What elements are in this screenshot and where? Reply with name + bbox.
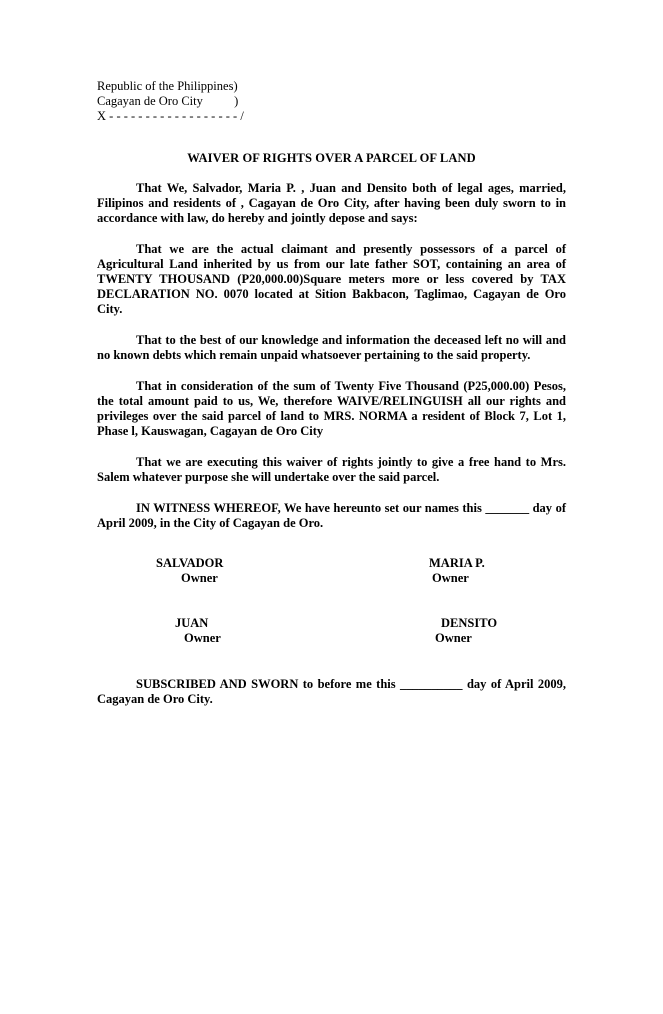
signatory-role-salvador: Owner (181, 571, 218, 585)
paragraph-parties: That We, Salvador, Maria P. , Juan and Densito both of legal ages, married, Filipinos and residents of , Cagayan de Oro City, after having been duly sworn to in accordance with law, do hereby and jointly depose and says: (97, 181, 566, 225)
header-country: Republic of the Philippines) (97, 79, 238, 93)
signatory-name-juan: JUAN (175, 616, 209, 630)
header-separator: X - - - - - - - - - - - - - - - - - - / (97, 109, 244, 123)
paragraph-consideration: That in consideration of the sum of Twenty Five Thousand (P25,000.00) Pesos, the total amount paid to us, We, therefore WAIVE/RELINGUISH all our rights and privileges over the said parcel of land to MRS. NORMA a resident of Block 7, Lot 1, Phase l, Kauswagan, Cagayan de Oro City (97, 379, 566, 438)
document-header (97, 79, 244, 124)
header-city: Cagayan de Oro City ) (97, 94, 239, 108)
paragraph-witness: IN WITNESS WHEREOF, We have hereunto set our names this _______ day of April 2009, in the City of Cagayan de Oro. (97, 501, 566, 530)
signatory-name-salvador: SALVADOR (156, 556, 224, 570)
paragraph-property: That we are the actual claimant and presently possessors of a parcel of Agricultural Land inherited by us from our late father SOT, containing an area of TWENTY THOUSAND (P20,000.00)Square meters more or less covered by TAX DECLARATION NO. 0070 located at Sition Bakbacon, Taglimao, Cagayan de Oro City. (97, 242, 566, 316)
jurat-paragraph: SUBSCRIBED AND SWORN to before me this __________ day of April 2009, Cagayan de Oro City. (97, 677, 566, 706)
paragraph-purpose: That we are executing this waiver of rights jointly to give a free hand to Mrs. Salem whatever purpose she will undertake over the said parcel. (97, 455, 566, 484)
signatory-role-densito: Owner (435, 631, 472, 645)
document-body (97, 181, 566, 547)
signatory-name-maria: MARIA P. (429, 556, 485, 570)
paragraph-no-debts: That to the best of our knowledge and information the deceased left no will and no known debts which remain unpaid whatsoever pertaining to the said property. (97, 333, 566, 362)
signatory-role-maria: Owner (432, 571, 469, 585)
document-title: WAIVER OF RIGHTS OVER A PARCEL OF LAND (187, 151, 476, 165)
signatory-name-densito: DENSITO (441, 616, 498, 630)
signatory-role-juan: Owner (184, 631, 221, 645)
